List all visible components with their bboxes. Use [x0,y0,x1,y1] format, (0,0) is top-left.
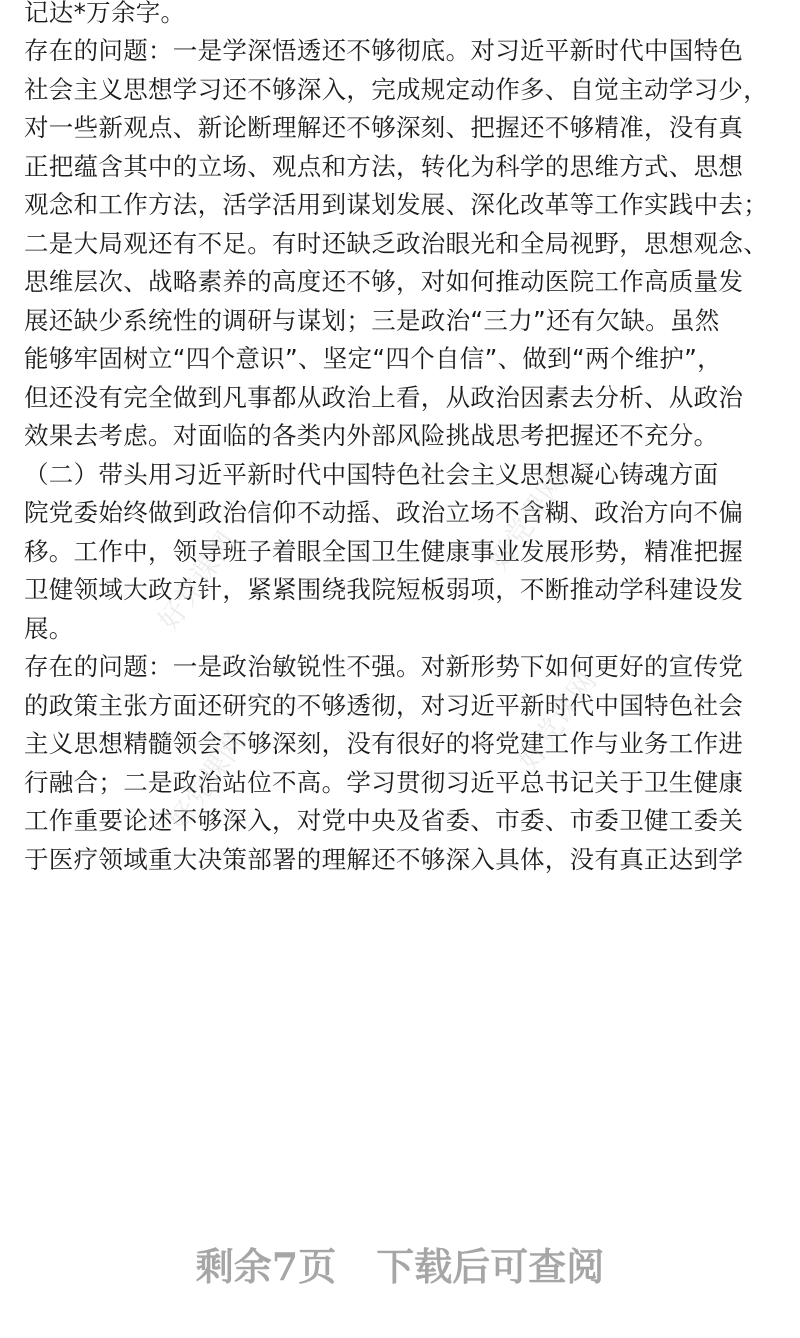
download-prompt[interactable] [0,1236,800,1291]
text-line: 院党委始终做到政治信仰不动摇、政治立场不含糊、政治方向不偏 [24,498,744,527]
text-line: 移。工作中，领导班子着眼全国卫生健康事业发展形势，精准把握 [24,536,744,566]
document-body [24,0,784,879]
text-line: 存在的问题：一是政治敏锐性不强。对新形势下如何更好的宣传党 [24,652,744,681]
watermark: 好党课网 [151,525,243,637]
text-line: 行融合；二是政治站位不高。学习贯彻习近平总书记关于卫生健康 [24,767,744,797]
download-to-view-text[interactable]: 下载后可查阅 [376,1244,605,1289]
text-line: 社会主义思想学习还不够深入，完成规定动作多、自觉主动学习少， [24,74,768,104]
text-line: 观念和工作方法，活学活用到谋划发展、深化改革等工作实践中去； [24,190,768,219]
text-line: 的政策主张方面还研究的不够透彻，对习近平新时代中国特色社会 [24,690,744,720]
text-line: 卫健领域大政方针，紧紧围绕我院短板弱项，不断推动学科建设发 [24,575,744,604]
text-line: 主义思想精髓领会不够深刻，没有很好的将党建工作与业务工作进 [24,729,744,758]
text-line: （二）带头用习近平新时代中国特色社会主义思想凝心铸魂方面 [24,459,719,489]
text-line: 展。 [24,613,74,643]
watermark: 好党课网 [511,665,603,777]
text-line: 能够牢固树立“四个意识”、坚定“四个自信”、做到“两个维护”， [24,344,722,373]
text-line: 对一些新观点、新论断理解还不够深刻、把握还不够精准，没有真 [24,113,744,142]
text-line: 思维层次、战略素养的高度还不够，对如何推动医院工作高质量发 [24,267,744,296]
text-line: 但还没有完全做到凡事都从政治上看，从政治因素去分析、从政治 [24,382,744,412]
text-line: 展还缺少系统性的调研与谋划；三是政治“三力”还有欠缺。虽然 [24,305,720,335]
text-line: 正把蕴含其中的立场、观点和方法，转化为科学的思维方式、思想 [24,151,744,181]
remaining-pages-text: 剩余7页 [195,1244,337,1289]
text-line: 工作重要论述不够深入，对党中央及省委、市委、市委卫健工委关 [24,806,744,835]
watermark: 好党课网 [161,725,253,837]
text-line: 效果去考虑。对面临的各类内外部风险挑战思考把握还不充分。 [24,421,719,450]
text-line: 存在的问题：一是学深悟透还不够彻底。对习近平新时代中国特色 [24,36,744,65]
text-line: 二是大局观还有不足。有时还缺乏政治眼光和全局视野，思想观念、 [24,228,768,258]
watermark: 好党课网 [481,465,573,577]
text-line: 记达*万余字。 [24,0,186,27]
text-line: 于医疗领域重大决策部署的理解还不够深入具体，没有真正达到学 [24,844,744,874]
